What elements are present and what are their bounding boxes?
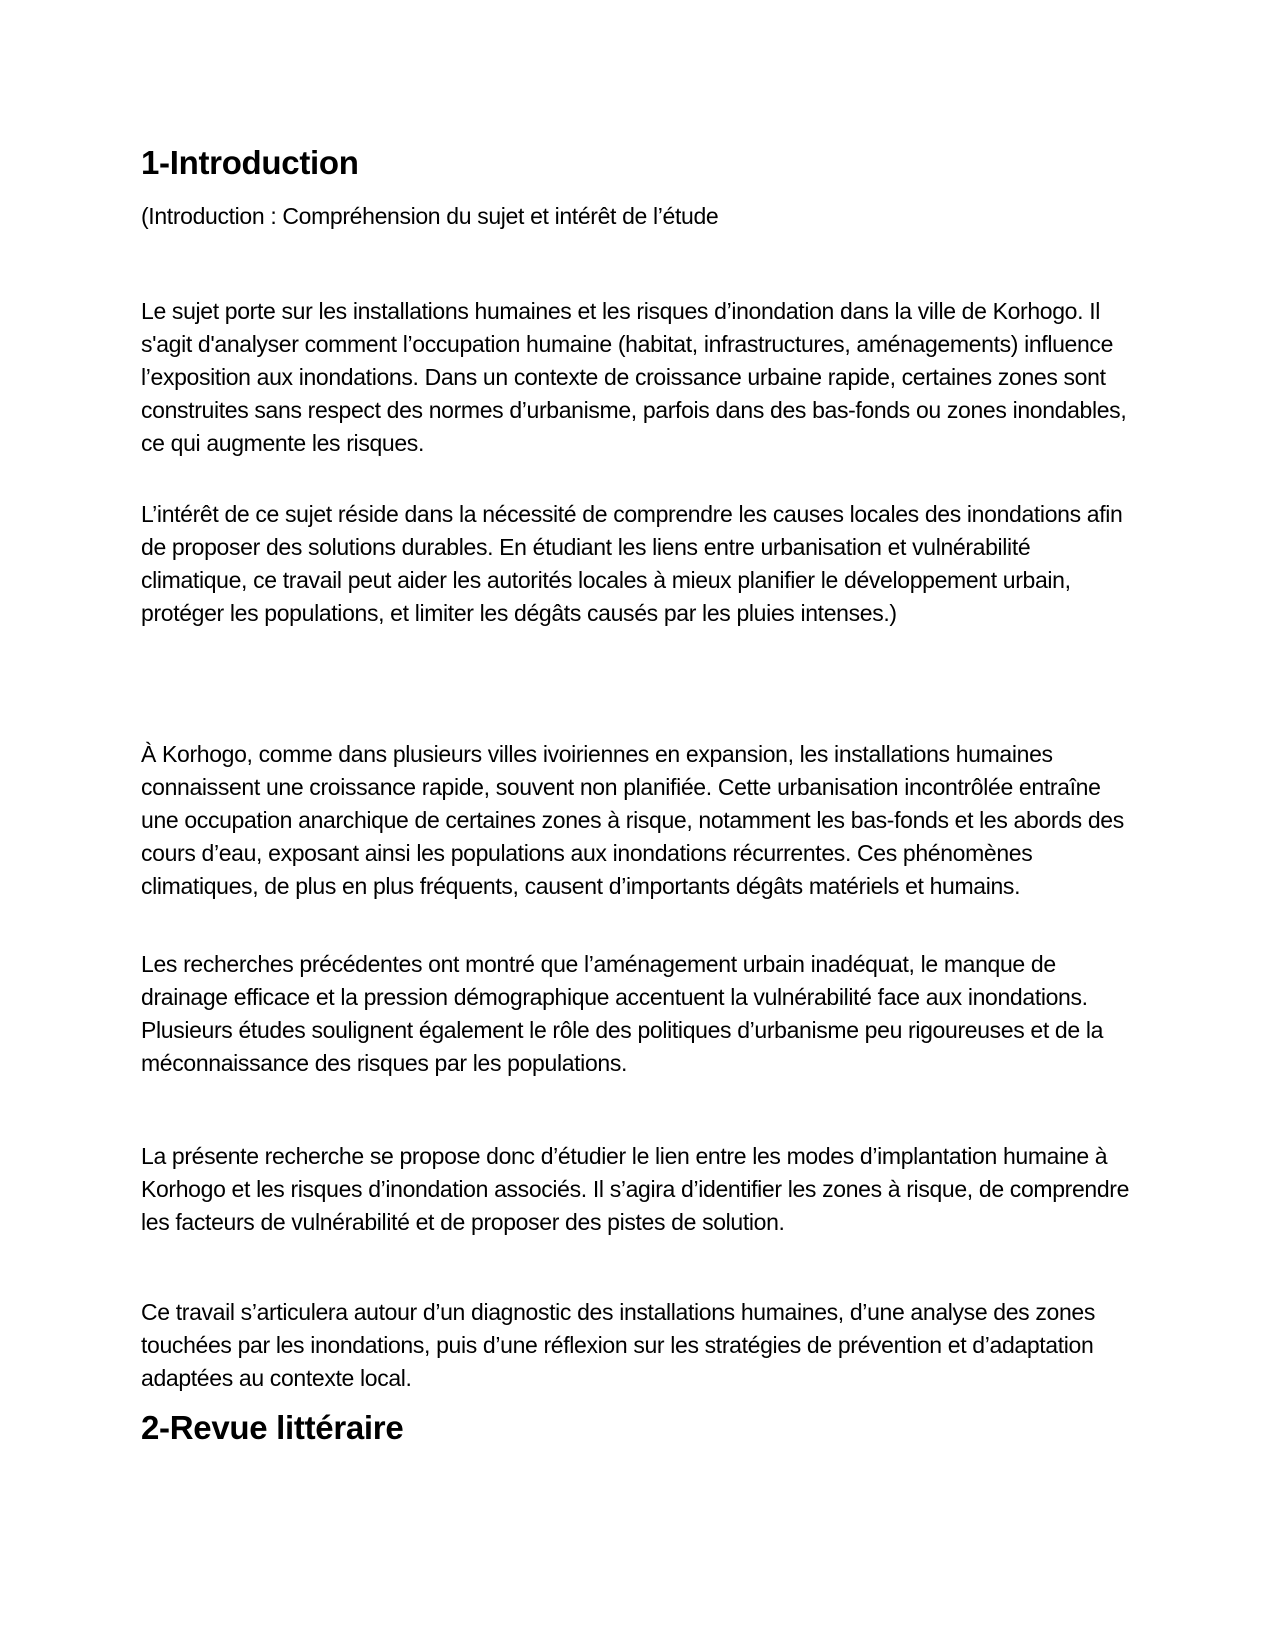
- paragraph-interet: L’intérêt de ce sujet réside dans la nécessité de comprendre les causes locales des inondations afin de proposer des solutions durables. En étudiant les liens entre urbanisation et vulnérabilité climatique, ce travail peut aider les autorités locales à mieux planifier le développement urbain, protéger les populations, et limiter les dégâts causés par les pluies intenses.): [141, 501, 1123, 626]
- section-heading-revue-litteraire: 2-Revue littéraire: [141, 1409, 404, 1446]
- paragraph-sujet: Le sujet porte sur les installations humaines et les risques d’inondation dans la ville de Korhogo. Il s'agit d'analyser comment l’occupation humaine (habitat, infrastructures, aménagements) influence l’exposition aux inondations. Dans un contexte de croissance urbaine rapide, certaines zones sont construites sans respect des normes d’urbanisme, parfois dans des bas-fonds ou zones inondables, ce qui augmente les risques.: [141, 298, 1127, 456]
- paragraph-plan-travail: Ce travail s’articulera autour d’un diagnostic des installations humaines, d’une analyse des zones touchées par les inondations, puis d’une réflexion sur les stratégies de prévention et d’adaptation adaptées au contexte local.: [141, 1299, 1095, 1391]
- paragraph-contexte-korhogo: À Korhogo, comme dans plusieurs villes ivoiriennes en expansion, les installations humaines connaissent une croissance rapide, souvent non planifiée. Cette urbanisation incontrôlée entraîne une occupation anarchique de certaines zones à risque, notamment les bas-fonds et les abords des cours d’eau, exposant ainsi les populations aux inondations récurrentes. Ces phénomènes climatiques, de plus en plus fréquents, causent d’importants dégâts matériels et humains.: [141, 741, 1124, 899]
- intro-note: (Introduction : Compréhension du sujet et intérêt de l’étude: [141, 203, 719, 229]
- section-heading-introduction: 1-Introduction: [141, 144, 359, 181]
- paragraph-recherches-precedentes: Les recherches précédentes ont montré que l’aménagement urbain inadéquat, le manque de drainage efficace et la pression démographique accentuent la vulnérabilité face aux inondations. Plusieurs études soulignent également le rôle des politiques d’urbanisme peu rigoureuses et de la méconnaissance des risques par les populations.: [141, 951, 1104, 1076]
- paragraph-objectif-recherche: La présente recherche se propose donc d’étudier le lien entre les modes d’implantation humaine à Korhogo et les risques d’inondation associés. Il s’agira d’identifier les zones à risque, de comprendre les facteurs de vulnérabilité et de proposer des pistes de solution.: [141, 1143, 1130, 1235]
